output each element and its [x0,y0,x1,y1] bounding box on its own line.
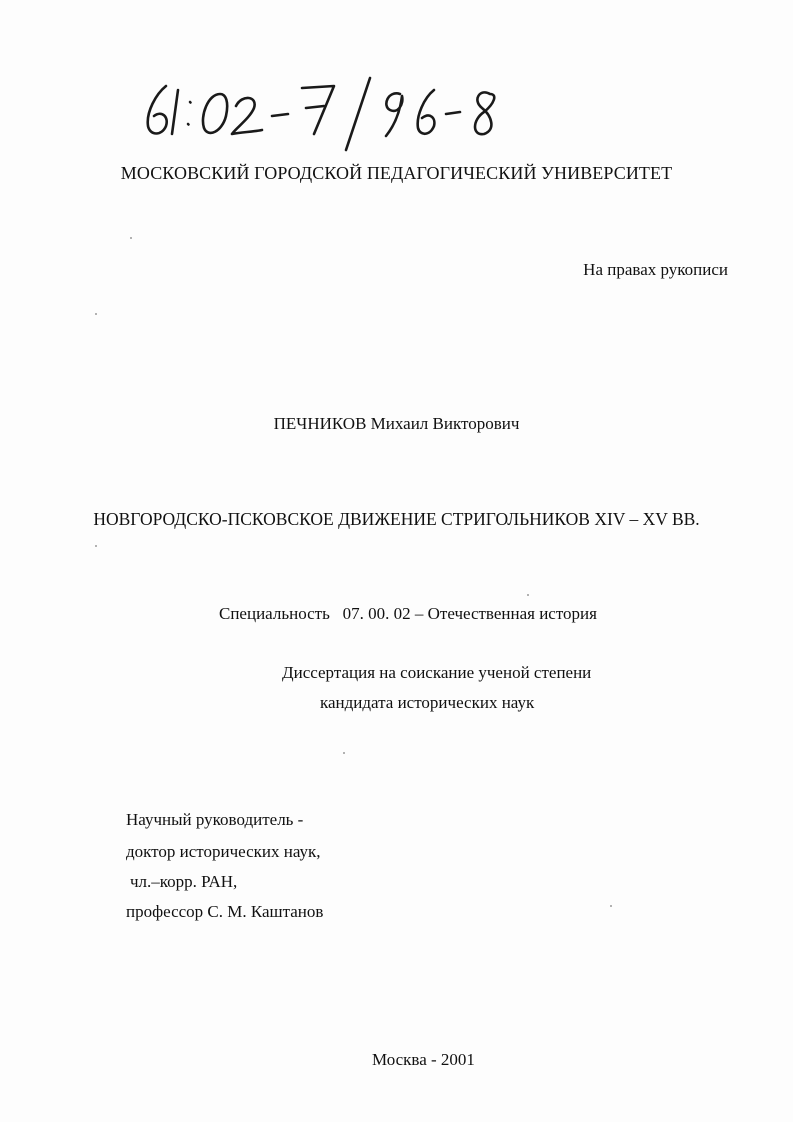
scan-speck [343,752,345,754]
rights-note: На правах рукописи [583,260,728,279]
scan-speck [527,594,529,596]
supervisor-line: доктор исторических наук, [126,842,321,861]
speciality-code: 07. 00. 02 – Отечественная история [342,604,597,623]
supervisor-line: Научный руководитель - [126,810,304,829]
supervisor-line: профессор С. М. Каштанов [126,902,324,921]
place-and-year: Москва - 2001 [372,1050,475,1069]
dissertation-title: НОВГОРОДСКО-ПСКОВСКОЕ ДВИЖЕНИЕ СТРИГОЛЬНИКОВ XIV – XV ВВ. [93,509,700,529]
speciality-label: Специальность [219,604,330,623]
scan-speck [95,313,97,315]
dissertation-line-1: Диссертация на соискание ученой степени [282,663,592,682]
speciality-line [219,604,597,624]
dissertation-line-2: кандидата исторических наук [320,693,535,712]
scan-speck [130,237,132,239]
scan-speck [610,905,612,907]
university-name: МОСКОВСКИЙ ГОРОДСКОЙ ПЕДАГОГИЧЕСКИЙ УНИВЕРСИТЕТ [120,163,673,183]
supervisor-line: чл.–корр. РАН, [130,872,238,891]
handwritten-archive-number [138,72,518,152]
scan-speck [95,545,97,547]
author-name: ПЕЧНИКОВ Михаил Викторович [273,414,520,433]
